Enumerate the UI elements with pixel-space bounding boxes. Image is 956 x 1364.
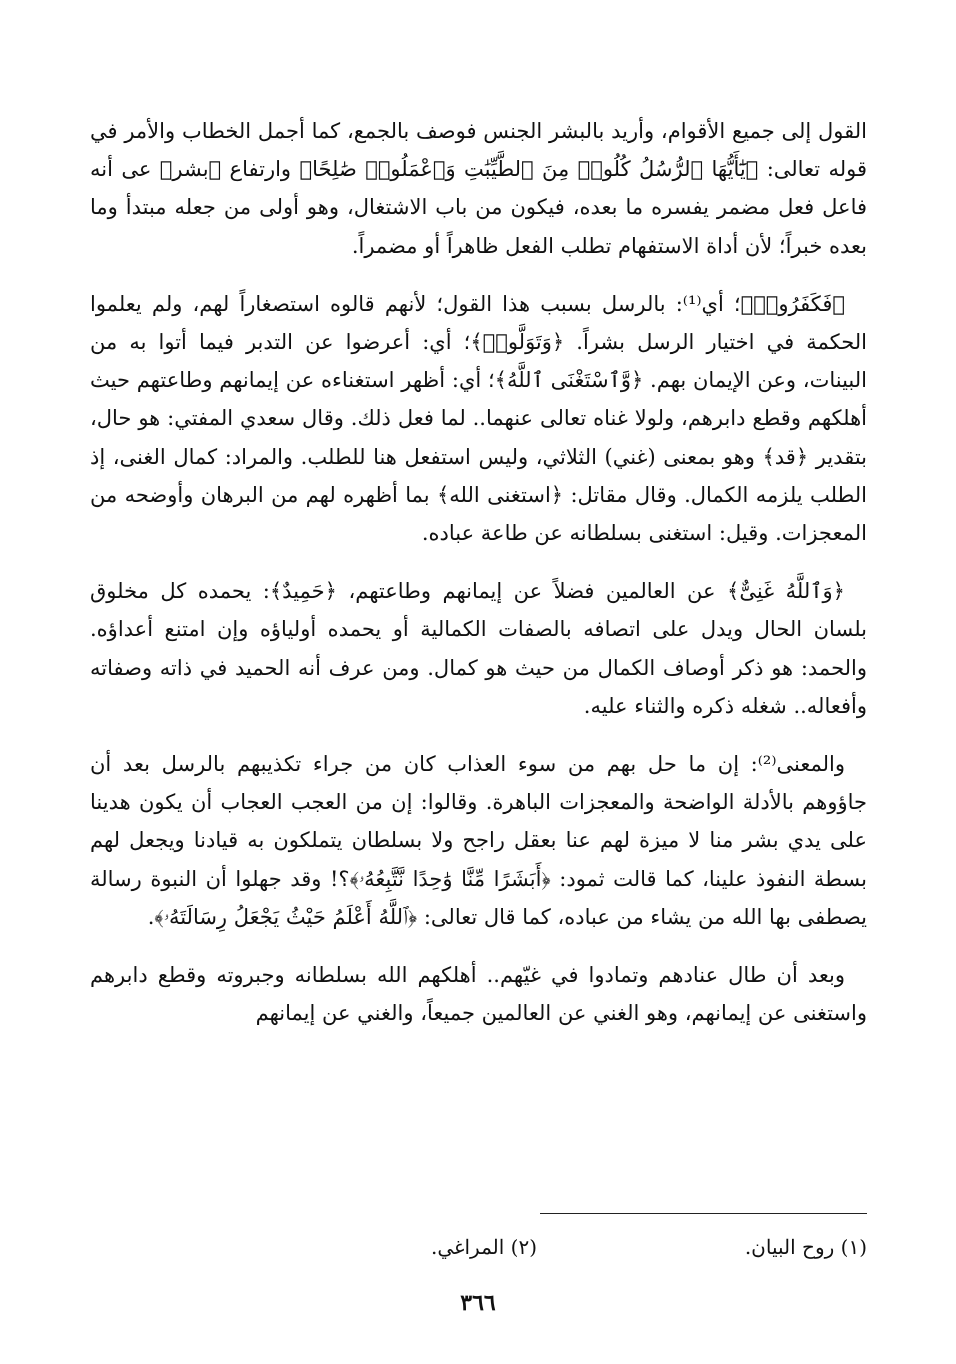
paragraph-4: والمعنى⁽²⁾: إن ما حل بهم من سوء العذاب كان من جراء تكذيبهم بالرسل بعد أن جاؤوهم بالأدلة الواضحة والمعجزات الباهرة. وقالوا: إن من العجب العجاب أن يكون هدينا على يدي بشر منا لا ميزة لهم عنا بعقل راجح ولا بسلطان يتملكون به قيادنا ويجعل لهم بسطة النفوذ علينا، كما قالت ثمود: ﴿أَبَشَرًا مِّنَّا وَٰحِدًا نَّتَّبِعُهُۥ﴾؟! وقد جهلوا أن النبوة رسالة يصطفى بها الله من يشاء من عباده، كما قال تعالى: ﴿ٱللَّهُ أَعْلَمُ حَيْثُ يَجْعَلُ رِسَالَتَهُۥ﴾. (90, 752, 867, 929)
paragraph-1: القول إلى جميع الأقوام، وأريد بالبشر الجنس فوصف بالجمع، كما أجمل الخطاب والأمر في قوله تعالى: ﴿يَٰٓأَيُّهَا ٱلرُّسُلُ كُلُوا۟ مِنَ ٱلطَّيِّبَٰتِ وَٱعْمَلُوا۟ صَٰلِحًا﴾ وارتفاع ﴿بشر﴾ عى أنه فاعل فعل مضمر يفسره ما بعده، فيكون من باب الاشتغال، وهو أولى من جعله مبتدأ وما بعده خبراً؛ لأن أداة الاستفهام تطلب الفعل ظاهراً أو مضمراً. (90, 119, 867, 258)
paragraph-3: ﴿وَٱللَّهُ غَنِىٌّ﴾ عن العالمين فضلاً عن إيمانهم وطاعتهم، ﴿حَمِيدٌ﴾: يحمده كل مخلوق بلسان الحال ويدل على اتصافه بالصفات الكمالية أو يحمده أولياؤه وإن امتنع أعداؤه. والحمد: هو ذكر أوصاف الكمال من حيث هو كمال. ومن عرف أنه الحميد في ذاته وصفاته وأفعاله.. شغله ذكره والثناء عليه. (90, 579, 867, 718)
page-number: ٣٦٦ (460, 1290, 496, 1316)
paragraph-2: ﴿فَكَفَرُوا۟﴾؛ أي⁽¹⁾: بالرسل بسبب هذا القول؛ لأنهم قالوه استصغاراً لهم، ولم يعلموا الحكمة في اختيار الرسل بشراً. ﴿وَتَوَلَّوا۟﴾؛ أي: أعرضوا عن التدبر فيما أتوا به من البينات، وعن الإيمان بهم. ﴿وَّٱسْتَغْنَى ٱللَّهُ﴾؛ أي: أظهر استغناءه عن إيمانهم وطاعتهم حيث أهلكهم وقطع دابرهم، ولولا غناه تعالى عنهما.. لما فعل ذلك. وقال سعدي المفتي: هو حال، بتقدير ﴿قد﴾ وهو بمعنى (غني) الثلاثي، وليس استفعل هنا للطلب. والمراد: كمال الغنى، إذ الطلب يلزمه الكمال. وقال مقاتل: ﴿استغنى الله﴾ بما أظهره لهم من البرهان وأوضحه من المعجزات. وقيل: استغنى بسلطانه عن طاعة عباده. (90, 291, 867, 546)
footnote-1: (١) روح البيان. (744, 1235, 867, 1259)
paragraph-5: وبعد أن طال عنادهم وتمادوا في غيّهم.. أهلكهم الله بسلطانه وجبروته وقطع دابرهم واستغنى عن إيمانهم، وهو الغني عن العالمين جميعاً، والغني عن إيمانهم (90, 963, 867, 1026)
footnote-divider (540, 1213, 867, 1214)
footnote-2: (٢) المراغي. (430, 1235, 537, 1259)
page-body (90, 112, 867, 1052)
